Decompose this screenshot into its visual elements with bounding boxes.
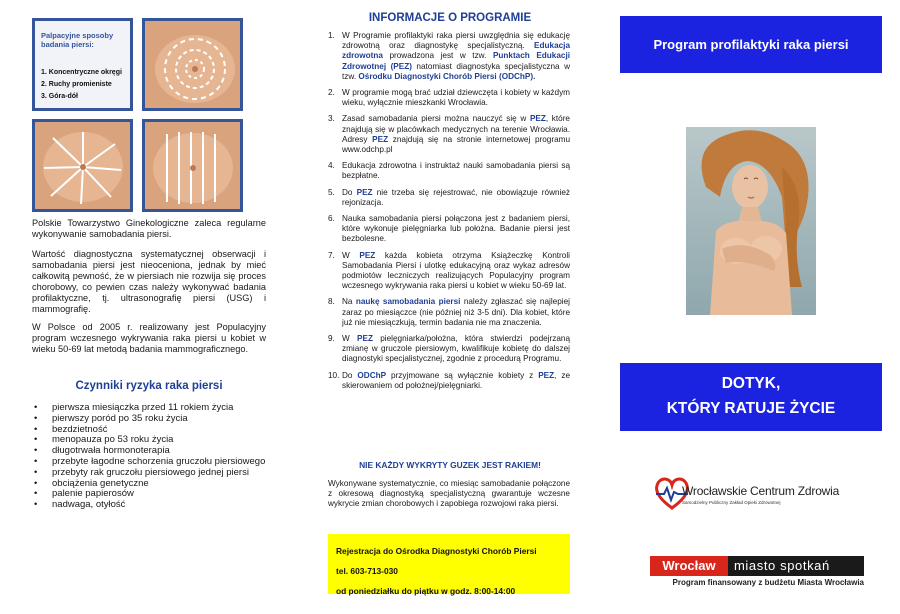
list-item: • pierwszy poród po 35 roku życia xyxy=(32,414,268,425)
warning-text: NIE KAŻDY WYKRYTY GUZEK JEST RAKIEM! xyxy=(359,460,541,470)
exam-method-item: 2. Ruchy promieniste xyxy=(41,81,112,88)
list-item-text: W xyxy=(342,250,360,260)
list-item-number: 10. xyxy=(328,370,340,380)
list-item xyxy=(328,371,570,391)
photo-up-down-strokes xyxy=(142,119,243,212)
list-item-number: 7. xyxy=(328,250,335,260)
funding-note: Program finansowany z budżetu Miasta Wrocławia xyxy=(672,578,864,587)
highlighted-text: Punktach Edukacji Zdrowotnej (PEZ) xyxy=(342,51,570,71)
highlighted-text: PEZ xyxy=(359,250,376,260)
list-item-text: należy zgłaszać się najlepiej zaraz po miesiączce (nie później niż 3-5 dni). Dla kobiet, które już nie miesiączkują, termin badania nie ma znaczenia. xyxy=(342,297,570,327)
list-item-text: W programie mogą brać udział dziewczęta i kobiety w każdym wieku, wyłącznie mieszkanki Wrocławia. xyxy=(342,88,570,108)
exam-methods-title: Palpacyjne sposoby badania piersi: xyxy=(41,31,114,49)
list-item-text: prowadzona jest w tzw. xyxy=(382,51,493,61)
list-item-text: Na xyxy=(342,297,356,307)
list-item-number: 5. xyxy=(328,187,335,197)
wroclaw-logo-slogan: miasto spotkań xyxy=(734,558,830,573)
list-item-text: W xyxy=(342,334,358,344)
list-item xyxy=(328,214,570,245)
program-title-banner: Program profilaktyki raka piersi xyxy=(620,16,882,73)
diagnostic-value-paragraph: Wartość diagnostyczna systematycznej obserwacji i samobadania piersi jest nieoceniona, jednak by mieć całkowitą pewność, że w piersiach nie rozwija się proces chorobowy, co pewien czas należy wykonywać badania profilaktyczne, tj. ultrasonografię piersi (USG) i mammografię. xyxy=(32,249,266,314)
list-item: • przebyty rak gruczołu piersiowego jednej piersi xyxy=(32,468,268,479)
program-info-list xyxy=(328,31,570,397)
list-item xyxy=(328,161,570,181)
list-item-text: Do xyxy=(342,187,357,197)
registration-phone: tel. 603-713-030 xyxy=(336,566,398,576)
photo-radial-strokes xyxy=(32,119,133,212)
registration-title: Rejestracja do Ośrodka Diagnostyki Chorób Piersi xyxy=(336,546,537,556)
wcz-logo-subtitle: Samodzielny Publiczny Zakład Opieki Zdrowotnej xyxy=(682,500,781,505)
photo-concentric-circles xyxy=(142,18,243,111)
highlighted-text: naukę samobadania piersi xyxy=(355,297,461,307)
list-item-text: Do xyxy=(342,370,358,380)
screening-program-paragraph: W Polsce od 2005 r. realizowany jest Populacyjny program wczesnego wykrywania raka piersi u kobiet w wieku 50-69 lat metodą badania mammograficznego. xyxy=(32,322,266,354)
list-item: • obciążenia genetyczne xyxy=(32,479,268,490)
list-item xyxy=(328,297,570,328)
list-item-number: 1. xyxy=(328,31,335,40)
list-item-text: pielęgniarka/położna, która stwierdzi podejrzaną zmianę w gruczole piersiowym, kwalifikuje kobietę do dalszej diagnostyki specjalistycznej, zgodnie z procedurą Programu. xyxy=(342,334,570,364)
highlighted-text: Ośrodku Diagnostyki Chorób Piersi (ODChP). xyxy=(358,71,536,81)
list-item xyxy=(328,188,570,208)
closing-paragraph: Wykonywane systematycznie, co miesiąc samobadanie połączone z okresową diagnostyką specjalistyczną gwarantuje wczesne wykrycie zmian chorobowych i zapobiega rozwojowi raka piersi. xyxy=(328,479,570,509)
highlighted-text: PEZ xyxy=(357,334,373,344)
slogan-banner xyxy=(620,363,882,431)
list-item-number: 9. xyxy=(328,334,335,344)
list-item xyxy=(328,334,570,365)
list-item-text: nie trzeba się rejestrować, nie obowiązuje również rejonizacja. xyxy=(342,187,570,207)
list-item-text: , ze skierowaniem od położnej/pielęgniarki. xyxy=(342,370,570,390)
highlighted-text: ODChP xyxy=(357,370,387,380)
list-item-text: przyjmowane są wyłącznie kobiety z xyxy=(386,370,539,380)
right-panel xyxy=(600,0,900,614)
list-item: • menopauza po 53 roku życia xyxy=(32,435,268,446)
self-exam-photo-grid xyxy=(32,18,244,214)
risk-factors-heading: Czynniki ryzyka raka piersi xyxy=(75,380,223,392)
list-item-text: każda kobieta otrzyma Książeczkę Kontroli Samobadania Piersi i ulotkę edukacyjną oraz wykaz adresów podmiotów leczniczych realizujących Populacyjny program wczesnego wykrywania raka piersi u kobiet w wieku 50-69 lat. xyxy=(342,250,570,291)
slogan-line-1: DOTYK, xyxy=(721,375,781,392)
list-item-text: Zasad samobadania piersi można nauczyć się w xyxy=(342,114,530,124)
list-item: • przebyte łagodne schorzenia gruczołu piersiowego xyxy=(32,457,268,468)
wroclaw-logo xyxy=(650,556,864,590)
list-item-text: Edukacja zdrowotna i instruktaż nauki samobadania piersi są bezpłatne. xyxy=(342,161,570,181)
highlighted-text: PEZ xyxy=(538,370,555,380)
exam-method-item: 1. Koncentryczne okręgi xyxy=(41,69,122,76)
list-item: • pierwsza miesiączka przed 11 rokiem życia xyxy=(32,403,268,414)
slogan-line-2: KTÓRY RATUJE ŻYCIE xyxy=(666,400,836,417)
highlighted-text: PEZ xyxy=(356,187,373,197)
risk-factors-list xyxy=(32,403,268,511)
exam-method-item: 3. Góra-dół xyxy=(41,93,78,100)
recommendation-paragraph: Polskie Towarzystwo Ginekologiczne zaleca regularne wykonywanie samobadania piersi. xyxy=(32,218,266,239)
list-item-number: 2. xyxy=(328,88,335,98)
list-item-text: , które znajdują się w placówkach medycznych na terenie Wrocławia. Adresy xyxy=(342,114,570,144)
list-item: • nadwaga, otyłość xyxy=(32,500,268,511)
list-item-text: W Programie profilaktyki raka piersi uwzględnia się edukację zdrowotną oraz diagnostykę specjalistyczną. xyxy=(342,31,570,51)
list-item-number: 4. xyxy=(328,161,335,171)
program-info-heading: INFORMACJE O PROGRAMIE xyxy=(368,12,532,24)
exam-methods-caption-box xyxy=(32,18,133,111)
list-item: • palenie papierosów xyxy=(32,489,268,500)
left-panel xyxy=(0,0,300,614)
list-item: • bezdzietność xyxy=(32,425,268,436)
wcz-logo-name: Wrocławskie Centrum Zdrowia xyxy=(682,484,840,498)
list-item-text: natomiast diagnostyka specjalistyczna w tzw. xyxy=(342,61,570,81)
list-item-number: 8. xyxy=(328,297,335,307)
highlighted-text: PEZ xyxy=(372,134,389,144)
wcz-logo xyxy=(652,470,862,520)
registration-box xyxy=(328,534,570,594)
middle-panel xyxy=(300,0,600,614)
wroclaw-logo-word: Wrocław xyxy=(650,556,728,576)
list-item xyxy=(328,251,570,292)
highlighted-text: Edukacja zdrowotna xyxy=(342,41,570,61)
venus-illustration xyxy=(686,127,816,315)
highlighted-text: PEZ xyxy=(529,114,546,124)
list-item-text: Nauka samobadania piersi połączona jest z badaniem piersi, które wykonuje pielęgniarka lub położna. Badanie piersi jest bezbolesne. xyxy=(342,214,570,244)
list-item-number: 3. xyxy=(328,114,335,124)
list-item xyxy=(328,114,570,155)
list-item-number: 6. xyxy=(328,214,335,224)
list-item-text: znajdują się na stronie internetowej programu www.odchp.pl xyxy=(342,134,571,155)
list-item xyxy=(328,31,570,82)
list-item xyxy=(328,88,570,108)
list-item: • długotrwała hormonoterapia xyxy=(32,446,268,457)
registration-hours: od poniedziałku do piątku w godz. 8:00-14:00 xyxy=(336,586,516,596)
exam-methods-list xyxy=(41,67,122,103)
